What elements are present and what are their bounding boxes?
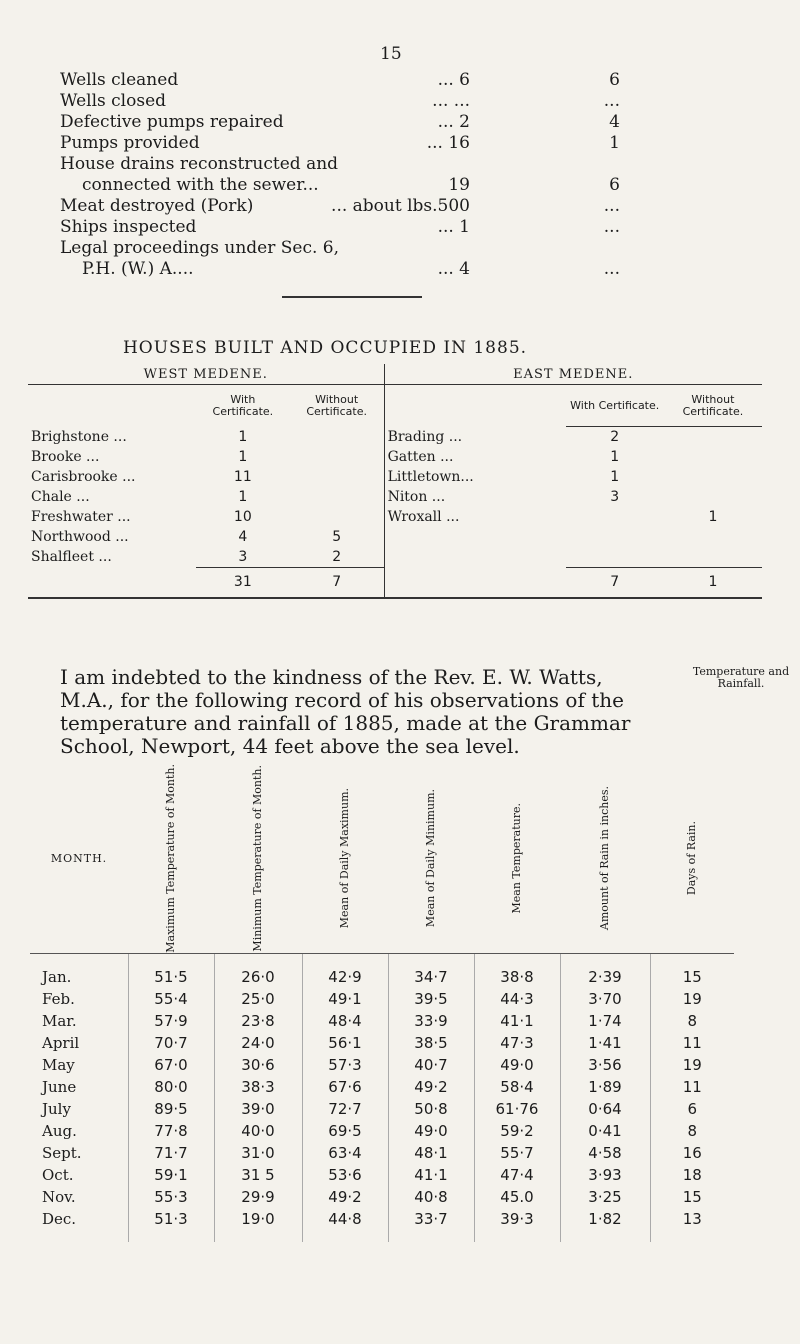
stats-value-b: 1 <box>609 133 620 153</box>
east-without-cert-header: Without Certificate. <box>664 385 762 427</box>
stats-label: Wells closed <box>60 91 167 111</box>
spacer-cell <box>30 1230 128 1242</box>
weather-value: 2·39 <box>560 966 650 988</box>
weather-value: 30·6 <box>214 1054 302 1076</box>
weather-value: 15 <box>650 966 734 988</box>
houses-row <box>28 527 762 547</box>
weather-value: 11 <box>650 1076 734 1098</box>
weather-value: 38·3 <box>214 1076 302 1098</box>
weather-value: 19·0 <box>214 1208 302 1230</box>
east-with-cert-header: With Certificate. <box>566 385 664 427</box>
divider-rule <box>282 296 422 298</box>
spacer-cell <box>128 953 214 966</box>
stats-row <box>60 217 620 238</box>
weather-value: 3·70 <box>560 988 650 1010</box>
stats-row <box>60 259 620 280</box>
weather-header-label: Minimum Temperature of Month. <box>251 765 264 952</box>
weather-value: 11 <box>650 1032 734 1054</box>
houses-row <box>28 547 762 568</box>
month-name: July <box>42 1099 71 1118</box>
weather-row <box>30 988 734 1010</box>
weather-value: 18 <box>650 1164 734 1186</box>
weather-value: 3·93 <box>560 1164 650 1186</box>
weather-value: 67·0 <box>128 1054 214 1076</box>
spacer-cell <box>474 953 560 966</box>
weather-value: 3·25 <box>560 1186 650 1208</box>
weather-spacer <box>30 953 734 966</box>
weather-header-label: Mean of Daily Maximum. <box>338 788 351 929</box>
weather-value: 49·2 <box>302 1186 388 1208</box>
weather-value: 31 5 <box>214 1164 302 1186</box>
weather-value: 39·5 <box>388 988 474 1010</box>
spacer-cell <box>388 1230 474 1242</box>
weather-value: 1·41 <box>560 1032 650 1054</box>
weather-value: 23·8 <box>214 1010 302 1032</box>
stats-value-a: ... ... <box>432 91 470 111</box>
stats-value-a: ... 6 <box>437 70 470 90</box>
weather-value: 45.0 <box>474 1186 560 1208</box>
east-without-cert <box>664 467 762 487</box>
weather-value: 41·1 <box>388 1164 474 1186</box>
west-town-name: Shalfleet ... <box>31 549 112 566</box>
east-without-total: 1 <box>664 568 762 598</box>
weather-value: 61·76 <box>474 1098 560 1120</box>
west-town-name: Chale ... <box>31 489 90 505</box>
east-with-cert <box>566 547 664 568</box>
weather-header: MONTH. <box>30 764 128 953</box>
stats-row <box>60 91 620 112</box>
east-without-cert <box>664 547 762 568</box>
stats-value-b: 6 <box>609 70 620 90</box>
west-with-cert: 11 <box>233 469 252 485</box>
weather-value: 3·56 <box>560 1054 650 1076</box>
weather-value: 39·0 <box>214 1098 302 1120</box>
spacer-cell <box>302 953 388 966</box>
margin-note: Temperature and Rainfall. <box>692 665 790 690</box>
east-without-cert: 1 <box>708 509 718 525</box>
weather-value: 39·3 <box>474 1208 560 1230</box>
west-without-cert <box>290 487 384 507</box>
weather-value: 8 <box>650 1120 734 1142</box>
weather-value: 33·7 <box>388 1208 474 1230</box>
east-town-name <box>384 527 566 547</box>
month-name: Dec. <box>42 1209 77 1228</box>
weather-value: 80·0 <box>128 1076 214 1098</box>
weather-value: 72·7 <box>302 1098 388 1120</box>
east-with-total: 7 <box>566 568 664 598</box>
east-town-name: Gatten ... <box>387 449 454 465</box>
weather-value: 47·3 <box>474 1032 560 1054</box>
stats-value-b: ... <box>603 217 620 237</box>
weather-value: 4·58 <box>560 1142 650 1164</box>
stats-value-a: ... 1 <box>437 217 470 237</box>
stats-label: connected with the sewer... <box>82 175 319 195</box>
weather-value: 51·5 <box>128 966 214 988</box>
stats-row <box>60 175 620 196</box>
weather-value: 15 <box>650 1186 734 1208</box>
month-name: April <box>42 1033 80 1052</box>
weather-value: 16 <box>650 1142 734 1164</box>
month-name: Sept. <box>42 1143 82 1162</box>
weather-row <box>30 1098 734 1120</box>
weather-value: 42·9 <box>302 966 388 988</box>
weather-value: 55·4 <box>128 988 214 1010</box>
west-with-cert: 4 <box>238 529 248 545</box>
weather-spacer <box>30 1230 734 1242</box>
weather-value: 0·41 <box>560 1120 650 1142</box>
west-without-cert <box>290 467 384 487</box>
weather-row <box>30 1032 734 1054</box>
month-name: Nov. <box>42 1187 76 1206</box>
spacer-cell <box>650 1230 734 1242</box>
weather-value: 25·0 <box>214 988 302 1010</box>
weather-value: 40·0 <box>214 1120 302 1142</box>
weather-value: 13 <box>650 1208 734 1230</box>
stats-row <box>60 154 620 175</box>
west-with-total: 31 <box>196 568 290 598</box>
weather-value: 40·7 <box>388 1054 474 1076</box>
stats-value-b: ... <box>603 196 620 216</box>
weather-value: 6 <box>650 1098 734 1120</box>
weather-value: 29·9 <box>214 1186 302 1208</box>
spacer-cell <box>30 953 128 966</box>
houses-row <box>28 487 762 507</box>
houses-row <box>28 467 762 487</box>
weather-header-label: Days of Rain. <box>685 821 698 896</box>
weather-value: 38·5 <box>388 1032 474 1054</box>
spacer-cell <box>560 953 650 966</box>
weather-header-label: Amount of Rain in inches. <box>598 786 611 931</box>
weather-value: 34·7 <box>388 966 474 988</box>
west-without-cert: 5 <box>290 527 384 547</box>
weather-header-label: Maximum Temperature of Month. <box>164 764 177 953</box>
spacer-cell <box>214 1230 302 1242</box>
weather-header <box>474 764 560 953</box>
weather-value: 44·8 <box>302 1208 388 1230</box>
west-town-name: Northwood ... <box>31 529 129 545</box>
east-with-cert: 1 <box>610 449 620 465</box>
weather-value: 57·9 <box>128 1010 214 1032</box>
weather-value: 67·6 <box>302 1076 388 1098</box>
west-town-name: Brighstone ... <box>31 428 127 445</box>
weather-value: 1·89 <box>560 1076 650 1098</box>
month-name: Jan. <box>42 967 72 986</box>
stats-label: Ships inspected <box>60 217 197 237</box>
stats-label: Wells cleaned <box>60 70 179 90</box>
stats-value-b: 4 <box>609 112 620 132</box>
month-name: Feb. <box>42 989 75 1008</box>
west-town-name: Carisbrooke ... <box>31 469 136 485</box>
houses-row <box>28 447 762 467</box>
west-without-cert <box>290 507 384 527</box>
weather-value: 71·7 <box>128 1142 214 1164</box>
month-name: May <box>42 1055 75 1074</box>
stats-row <box>60 133 620 154</box>
weather-value: 53·6 <box>302 1164 388 1186</box>
weather-header-label: Mean of Daily Minimum. <box>424 789 437 928</box>
weather-value: 38·8 <box>474 966 560 988</box>
weather-value: 48·4 <box>302 1010 388 1032</box>
west-town-name: Freshwater ... <box>31 509 131 525</box>
east-town-name: Brading ... <box>387 428 463 445</box>
east-town-name: Wroxall ... <box>387 509 460 525</box>
west-with-cert: 1 <box>238 428 248 445</box>
spacer-cell <box>650 953 734 966</box>
east-without-cert <box>664 487 762 507</box>
stats-value-a: ... 4 <box>437 259 470 279</box>
month-name: Aug. <box>42 1121 77 1140</box>
west-with-cert: 3 <box>238 549 248 565</box>
weather-value: 1·82 <box>560 1208 650 1230</box>
weather-value: 49·2 <box>388 1076 474 1098</box>
stats-value-a: ... 16 <box>426 133 470 153</box>
houses-title: HOUSES BUILT AND OCCUPIED IN 1885. <box>122 338 528 358</box>
weather-value: 77·8 <box>128 1120 214 1142</box>
east-with-cert <box>566 507 664 527</box>
west-without-cert <box>290 447 384 467</box>
houses-table <box>28 364 762 599</box>
stats-row <box>60 196 620 217</box>
stats-value-a: ... 2 <box>437 112 470 132</box>
east-town-name <box>384 547 566 568</box>
weather-value: 41·1 <box>474 1010 560 1032</box>
weather-value: 40·8 <box>388 1186 474 1208</box>
spacer-cell <box>302 1230 388 1242</box>
weather-header <box>214 764 302 953</box>
west-with-cert-header: With Certificate. <box>212 392 274 418</box>
weather-value: 51·3 <box>128 1208 214 1230</box>
weather-value: 26·0 <box>214 966 302 988</box>
weather-value: 44·3 <box>474 988 560 1010</box>
stats-label: Meat destroyed (Pork) <box>60 196 254 216</box>
west-with-cert: 10 <box>233 509 252 525</box>
weather-row <box>30 966 734 988</box>
west-without-cert <box>290 427 384 448</box>
spacer-cell <box>474 1230 560 1242</box>
spacer-cell <box>388 953 474 966</box>
spacer-cell <box>560 1230 650 1242</box>
weather-value: 49·0 <box>388 1120 474 1142</box>
west-town-name: Brooke ... <box>31 449 100 465</box>
observation-paragraph: I am indebted to the kindness of the Rev. E. W. Watts, M.A., for the following record of his observations of the temperature and rainfall of 1885, made at the Grammar School, Newport, 44 feet above the sea level. <box>60 665 631 758</box>
stats-value-b: ... <box>603 259 620 279</box>
stats-row <box>60 112 620 133</box>
weather-value: 55·7 <box>474 1142 560 1164</box>
weather-header <box>650 764 734 953</box>
weather-value: 19 <box>650 988 734 1010</box>
east-town-name: Littletown... <box>387 469 474 485</box>
stats-value-a: 19 <box>448 175 470 195</box>
stats-list <box>60 70 620 280</box>
weather-value: 69·5 <box>302 1120 388 1142</box>
weather-value: 1·74 <box>560 1010 650 1032</box>
stats-label: P.H. (W.) A.... <box>82 259 194 279</box>
month-name: Mar. <box>42 1011 77 1030</box>
east-with-cert <box>566 527 664 547</box>
stats-label: Pumps provided <box>60 133 200 153</box>
weather-value: 8 <box>650 1010 734 1032</box>
weather-header <box>388 764 474 953</box>
weather-header <box>560 764 650 953</box>
spacer-cell <box>128 1230 214 1242</box>
east-without-cert <box>664 527 762 547</box>
east-medene-header: EAST MEDENE. <box>384 364 762 385</box>
weather-value: 19 <box>650 1054 734 1076</box>
stats-row <box>60 238 620 259</box>
east-with-cert: 3 <box>610 489 620 505</box>
month-name: Oct. <box>42 1165 74 1184</box>
weather-value: 59·2 <box>474 1120 560 1142</box>
stats-value-b: 6 <box>609 175 620 195</box>
weather-value: 47·4 <box>474 1164 560 1186</box>
weather-row <box>30 1208 734 1230</box>
month-name: June <box>42 1077 77 1096</box>
weather-value: 57·3 <box>302 1054 388 1076</box>
stats-row <box>60 70 620 91</box>
weather-row <box>30 1186 734 1208</box>
east-with-cert: 1 <box>610 469 620 485</box>
weather-value: 48·1 <box>388 1142 474 1164</box>
east-with-cert: 2 <box>610 429 620 445</box>
weather-value: 49·0 <box>474 1054 560 1076</box>
houses-row <box>28 427 762 448</box>
west-with-cert: 1 <box>238 449 248 465</box>
weather-value: 89·5 <box>128 1098 214 1120</box>
weather-value: 0·64 <box>560 1098 650 1120</box>
west-medene-header: WEST MEDENE. <box>28 364 384 385</box>
east-without-cert <box>664 447 762 467</box>
weather-header <box>302 764 388 953</box>
weather-value: 63·4 <box>302 1142 388 1164</box>
weather-value: 56·1 <box>302 1032 388 1054</box>
weather-header-label: Mean Temperature. <box>510 803 523 914</box>
stats-value-a: ... about lbs.500 <box>331 196 470 216</box>
stats-label: House drains reconstructed and <box>60 154 339 174</box>
weather-header <box>128 764 214 953</box>
weather-value: 70·7 <box>128 1032 214 1054</box>
stats-value-b: ... <box>603 91 620 111</box>
houses-row <box>28 507 762 527</box>
weather-value: 58·4 <box>474 1076 560 1098</box>
west-with-cert: 1 <box>238 489 248 505</box>
weather-row <box>30 1010 734 1032</box>
west-without-cert: 2 <box>290 547 384 568</box>
east-without-cert <box>664 427 762 448</box>
weather-row <box>30 1054 734 1076</box>
weather-table <box>30 764 734 1242</box>
page-number: 15 <box>380 44 402 64</box>
east-town-name: Niton ... <box>387 489 446 505</box>
weather-value: 24·0 <box>214 1032 302 1054</box>
stats-label: Legal proceedings under Sec. 6, <box>60 238 339 258</box>
weather-value: 59·1 <box>128 1164 214 1186</box>
weather-value: 55·3 <box>128 1186 214 1208</box>
weather-row <box>30 1120 734 1142</box>
spacer-cell <box>214 953 302 966</box>
weather-value: 49·1 <box>302 988 388 1010</box>
stats-label: Defective pumps repaired <box>60 112 284 132</box>
west-without-cert-header: Without Certificate. <box>290 385 384 427</box>
weather-row <box>30 1076 734 1098</box>
weather-value: 50·8 <box>388 1098 474 1120</box>
weather-value: 31·0 <box>214 1142 302 1164</box>
weather-row <box>30 1142 734 1164</box>
weather-row <box>30 1164 734 1186</box>
weather-value: 33·9 <box>388 1010 474 1032</box>
west-without-total: 7 <box>290 568 384 598</box>
